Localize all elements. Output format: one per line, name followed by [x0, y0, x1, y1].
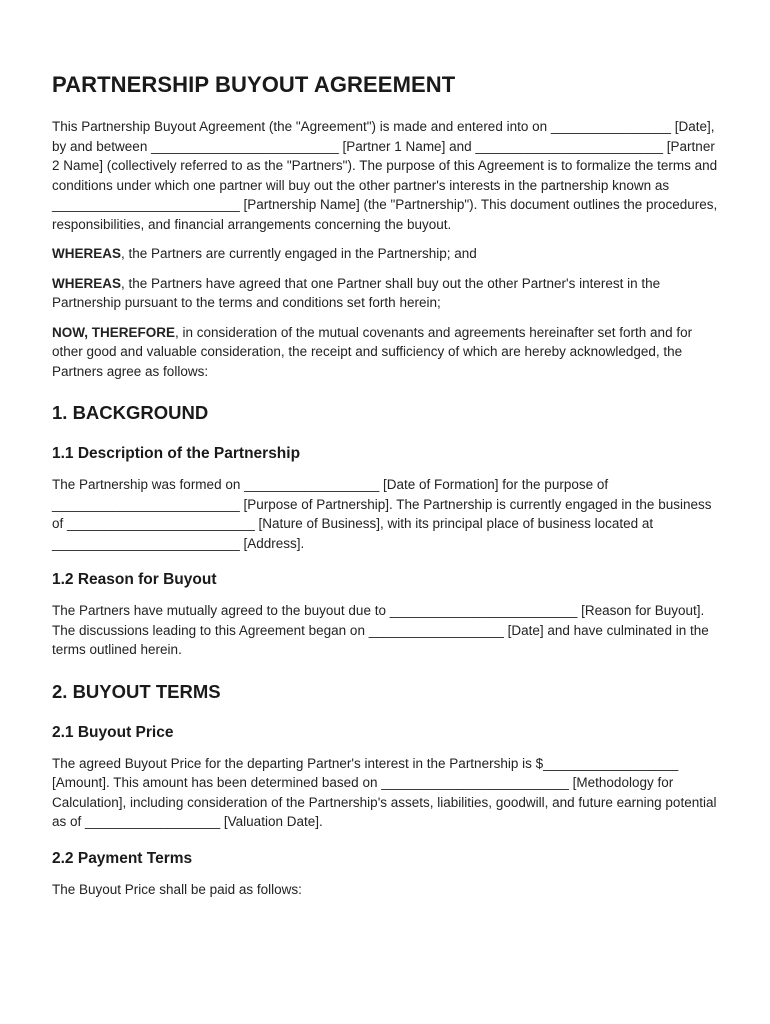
subsection-2-2: [52, 849, 720, 900]
subsection-1-2: [52, 570, 720, 660]
whereas-clause-1: [52, 244, 720, 264]
subsection-1-2-heading: 1.2 Reason for Buyout: [52, 571, 217, 588]
whereas-clause-2: [52, 274, 720, 313]
subsection-1-1: [52, 444, 720, 553]
subsection-1-2-text: The Partners have mutually agreed to the buyout due to _________________________ [Reason for Buyout]. The discussions leading to this Agreement began on __________________ [Date] and have culminated in the terms outlined herein.: [52, 603, 709, 657]
subsection-2-1-heading: 2.1 Buyout Price: [52, 723, 174, 741]
clause-lead: NOW, THEREFORE: [52, 324, 176, 340]
clause-lead: WHEREAS: [52, 246, 122, 261]
subsection-1-1-heading: 1.1 Description of the Partnership: [52, 445, 301, 462]
subsection-2-1: [52, 723, 720, 832]
subsection-2-2-heading: 2.2 Payment Terms: [52, 849, 193, 867]
section-1-heading: 1. BACKGROUND: [52, 402, 209, 423]
subsection-2-2-text: The Buyout Price shall be paid as follows:: [52, 881, 302, 897]
clause-lead: WHEREAS: [52, 275, 122, 291]
now-therefore-clause: [52, 323, 720, 382]
intro-paragraph: This Partnership Buyout Agreement (the "Agreement") is made and entered into on ________________ [Date], by and between _________________________ [Partner 1 Name] and _________________________ [Partner 2 Name] (collectively referred to as the "Partners"). The purpose of this Agreement is to formalize the terms and conditions under which one partner will buy out the other partner's interests in the partnership known as _________________________ [Partnership Name] (the "Partnership"). This document outlines the procedures, responsibilities, and financial arrangements concerning the buyout.: [52, 119, 718, 232]
subsection-2-1-text: The agreed Buyout Price for the departing Partner's interest in the Partnership is $__________________ [Amount]. This amount has been determined based on _________________________ [Methodology for Calculation], including consideration of the Partnership's assets, liabilities, goodwill, and future earning potential as of __________________ [Valuation Date].: [52, 755, 717, 829]
section-2-heading: 2. BUYOUT TERMS: [52, 680, 221, 702]
clause-text: , the Partners are currently engaged in the Partnership; and: [121, 246, 477, 261]
document-title: PARTNERSHIP BUYOUT AGREEMENT: [52, 72, 456, 97]
clause-text: , in consideration of the mutual covenants and agreements hereinafter set forth and for other good and valuable consideration, the receipt and sufficiency of which are hereby acknowledged, the Partners agree as follows:: [52, 324, 693, 379]
subsection-1-1-text: The Partnership was formed on __________________ [Date of Formation] for the purpose of _________________________ [Purpose of Partnership]. The Partnership is currently engaged in the business of _________________________ [Nature of Business], with its principal place of business located at _________________________ [Address].: [52, 477, 712, 551]
clause-text: , the Partners have agreed that one Partner shall buy out the other Partner's interest in the Partnership pursuant to the terms and conditions set forth herein;: [52, 275, 661, 310]
